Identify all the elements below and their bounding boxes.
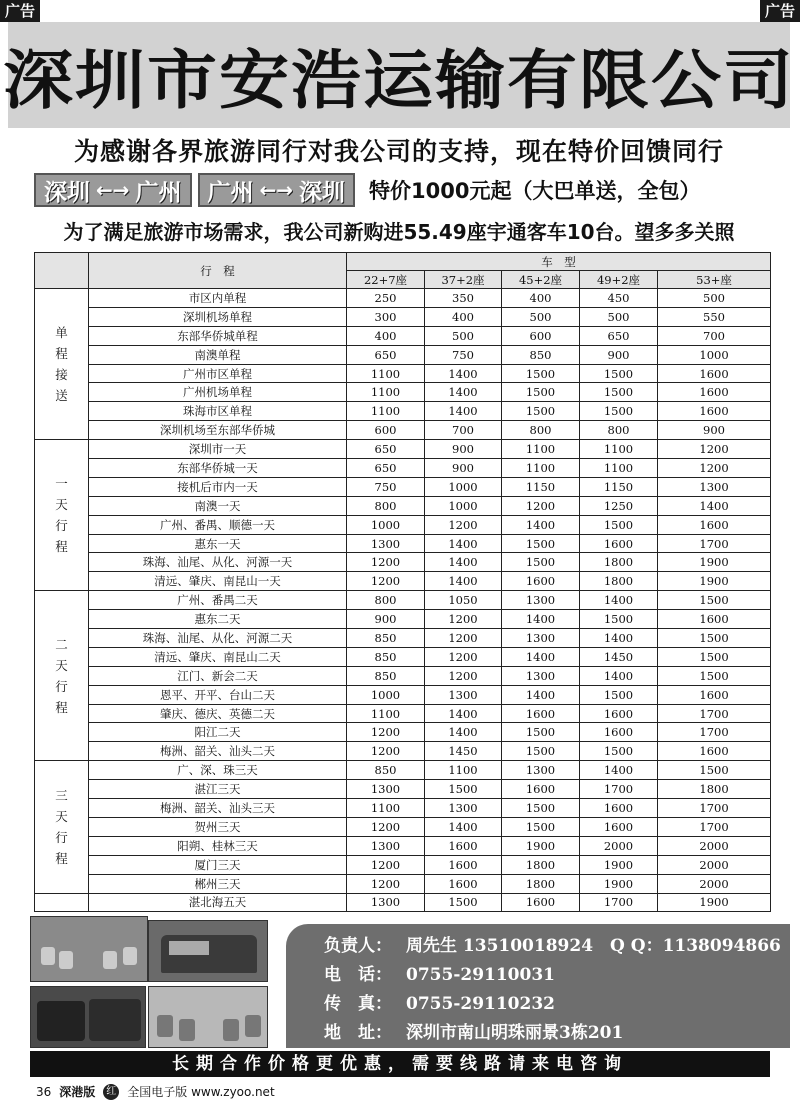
site-link[interactable]: 全国电子版 www.zyoo.net xyxy=(127,1085,275,1099)
price-cell: 1200 xyxy=(425,515,502,534)
vehicle-type-0: 22+7座 xyxy=(347,271,425,289)
contact-phone-line xyxy=(324,961,790,990)
route-cell: 惠东一天 xyxy=(89,534,347,553)
price-cell: 1400 xyxy=(425,817,502,836)
price-cell: 1100 xyxy=(502,459,580,478)
route-cell: 阳江二天 xyxy=(89,723,347,742)
bus-fleet-photo xyxy=(30,986,146,1048)
route-cell: 郴州三天 xyxy=(89,874,347,893)
price-cell: 350 xyxy=(425,289,502,308)
table-row xyxy=(35,534,771,553)
price-cell: 1600 xyxy=(658,383,771,402)
price-table-body xyxy=(35,289,771,912)
person-value: 周先生 13510018924 Q Q：1138094866 xyxy=(406,936,781,956)
route1-to: 广州 xyxy=(135,179,182,206)
price-table xyxy=(34,252,771,912)
bus-photos xyxy=(30,916,268,1048)
price-cell: 1400 xyxy=(580,591,658,610)
price-cell: 1500 xyxy=(658,591,771,610)
price-cell: 1200 xyxy=(347,553,425,572)
price-cell: 1050 xyxy=(425,591,502,610)
price-cell: 1000 xyxy=(425,496,502,515)
price-cell: 1500 xyxy=(580,515,658,534)
price-cell: 1400 xyxy=(580,629,658,648)
ad-tag-left: 广告 xyxy=(0,0,40,22)
price-cell: 1150 xyxy=(580,477,658,496)
route-cell: 广州、番禺、顺德一天 xyxy=(89,515,347,534)
price-cell: 1600 xyxy=(502,780,580,799)
price-cell: 1500 xyxy=(580,383,658,402)
price-cell: 1400 xyxy=(502,647,580,666)
route-cell: 深圳机场至东部华侨城 xyxy=(89,421,347,440)
price-cell: 750 xyxy=(347,477,425,496)
table-row xyxy=(35,704,771,723)
price-cell: 550 xyxy=(658,307,771,326)
price-cell: 2000 xyxy=(658,874,771,893)
bus-seats-photo xyxy=(148,986,268,1048)
price-cell: 1500 xyxy=(658,666,771,685)
table-row xyxy=(35,591,771,610)
price-cell: 1400 xyxy=(425,572,502,591)
price-cell: 2000 xyxy=(658,836,771,855)
route-cell: 清远、肇庆、南昆山一天 xyxy=(89,572,347,591)
price-cell: 650 xyxy=(347,345,425,364)
price-cell: 1300 xyxy=(347,836,425,855)
price-cell: 1400 xyxy=(580,761,658,780)
price-cell: 1600 xyxy=(580,723,658,742)
price-cell: 1500 xyxy=(502,402,580,421)
price-cell: 1600 xyxy=(580,799,658,818)
price-cell: 850 xyxy=(347,666,425,685)
price-cell: 1700 xyxy=(658,534,771,553)
table-row xyxy=(35,817,771,836)
price-cell: 1100 xyxy=(502,440,580,459)
price-cell: 1800 xyxy=(580,572,658,591)
price-cell: 1200 xyxy=(347,742,425,761)
price-cell: 1200 xyxy=(347,817,425,836)
price-cell: 1200 xyxy=(425,629,502,648)
group-label: 二 天 行 程 xyxy=(35,591,89,761)
fax-value: 0755-29110232 xyxy=(406,994,555,1014)
price-cell: 1900 xyxy=(658,893,771,912)
price-cell: 1200 xyxy=(425,647,502,666)
route2-to: 深圳 xyxy=(299,179,346,206)
price-cell: 1200 xyxy=(658,440,771,459)
route-cell: 深圳市一天 xyxy=(89,440,347,459)
price-cell: 1600 xyxy=(580,817,658,836)
table-row xyxy=(35,307,771,326)
price-cell: 1500 xyxy=(502,799,580,818)
price-cell: 800 xyxy=(347,496,425,515)
price-cell: 1500 xyxy=(502,534,580,553)
price-cell: 1500 xyxy=(425,780,502,799)
slogan-bar: 长期合作价格更优惠，需要线路请来电咨询 xyxy=(30,1051,770,1077)
price-cell: 250 xyxy=(347,289,425,308)
price-cell: 1500 xyxy=(502,723,580,742)
table-row xyxy=(35,477,771,496)
price-cell: 1600 xyxy=(658,610,771,629)
header-band xyxy=(3,22,795,128)
price-cell: 850 xyxy=(347,761,425,780)
price-cell: 1600 xyxy=(658,364,771,383)
corner-cell xyxy=(35,253,89,289)
route-cell: 湛江三天 xyxy=(89,780,347,799)
price-cell: 1800 xyxy=(502,874,580,893)
price-cell: 1300 xyxy=(658,477,771,496)
route-cell: 东部华侨城一天 xyxy=(89,459,347,478)
table-row xyxy=(35,289,771,308)
price-cell: 850 xyxy=(502,345,580,364)
price-cell: 1450 xyxy=(425,742,502,761)
price-cell: 1250 xyxy=(580,496,658,515)
price-cell: 1400 xyxy=(425,402,502,421)
table-row xyxy=(35,515,771,534)
route-cell: 广州机场单程 xyxy=(89,383,347,402)
company-name: 深圳市安浩运输有限公司 xyxy=(3,42,795,118)
table-row xyxy=(35,799,771,818)
table-row xyxy=(35,496,771,515)
route-cell: 接机后市内一天 xyxy=(89,477,347,496)
price-cell: 1500 xyxy=(580,364,658,383)
price-cell: 1400 xyxy=(658,496,771,515)
contact-fax-line xyxy=(324,990,790,1019)
price-cell: 800 xyxy=(580,421,658,440)
table-row xyxy=(35,610,771,629)
route-cell: 阳朔、桂林三天 xyxy=(89,836,347,855)
double-arrow-icon: ←→ xyxy=(259,178,294,202)
price-cell: 1500 xyxy=(502,553,580,572)
route-cell: 东部华侨城单程 xyxy=(89,326,347,345)
price-cell: 1400 xyxy=(502,610,580,629)
price-cell: 650 xyxy=(347,459,425,478)
price-cell: 1600 xyxy=(580,534,658,553)
double-arrow-icon: ←→ xyxy=(96,178,130,202)
price-cell: 1600 xyxy=(658,685,771,704)
price-cell: 1100 xyxy=(347,383,425,402)
price-cell: 1600 xyxy=(658,515,771,534)
routes-row xyxy=(34,172,700,208)
price-cell: 1700 xyxy=(658,799,771,818)
price-cell: 1500 xyxy=(502,742,580,761)
price-cell: 1700 xyxy=(580,893,658,912)
table-row xyxy=(35,666,771,685)
bus-interior-photo xyxy=(30,916,148,982)
price-cell: 900 xyxy=(425,459,502,478)
price-cell: 1300 xyxy=(502,761,580,780)
price-cell: 650 xyxy=(580,326,658,345)
price-cell: 1600 xyxy=(658,402,771,421)
table-row xyxy=(35,761,771,780)
route1-from: 深圳 xyxy=(44,179,90,206)
price-cell: 1100 xyxy=(425,761,502,780)
price-cell: 1450 xyxy=(580,647,658,666)
group-label xyxy=(35,893,89,912)
vehicle-header: 车 型 xyxy=(347,253,771,271)
route-cell: 梅洲、韶关、汕头三天 xyxy=(89,799,347,818)
page-footer xyxy=(36,1083,275,1100)
price-cell: 1500 xyxy=(580,742,658,761)
price-cell: 1500 xyxy=(502,364,580,383)
route-cell: 市区内单程 xyxy=(89,289,347,308)
route-cell: 珠海、汕尾、从化、河源一天 xyxy=(89,553,347,572)
price-cell: 700 xyxy=(658,326,771,345)
price-cell: 1500 xyxy=(580,685,658,704)
route-cell: 惠东二天 xyxy=(89,610,347,629)
price-cell: 1100 xyxy=(580,440,658,459)
price-cell: 1000 xyxy=(347,515,425,534)
price-cell: 1600 xyxy=(580,704,658,723)
price-cell: 1800 xyxy=(658,780,771,799)
price-cell: 1500 xyxy=(658,761,771,780)
price-cell: 1400 xyxy=(502,515,580,534)
price-cell: 800 xyxy=(502,421,580,440)
price-cell: 1400 xyxy=(425,723,502,742)
price-cell: 1200 xyxy=(347,723,425,742)
price-cell: 1000 xyxy=(425,477,502,496)
table-row xyxy=(35,553,771,572)
route-cell: 深圳机场单程 xyxy=(89,307,347,326)
thanks-line: 为感谢各界旅游同行对我公司的支持，现在特价回馈同行 xyxy=(73,137,724,166)
contact-panel xyxy=(286,924,790,1048)
table-row xyxy=(35,572,771,591)
price-cell: 1600 xyxy=(658,742,771,761)
route-cell: 贺州三天 xyxy=(89,817,347,836)
route-cell: 广州市区单程 xyxy=(89,364,347,383)
price-cell: 1800 xyxy=(580,553,658,572)
price-cell: 500 xyxy=(580,307,658,326)
route-cell: 湛北海五天 xyxy=(89,893,347,912)
phone-value: 0755-29110031 xyxy=(406,965,555,985)
route-cell: 江门、新会二天 xyxy=(89,666,347,685)
price-cell: 1400 xyxy=(425,383,502,402)
price-cell: 1300 xyxy=(347,780,425,799)
vehicle-type-2: 45+2座 xyxy=(502,271,580,289)
price-cell: 300 xyxy=(347,307,425,326)
price-cell: 1200 xyxy=(425,666,502,685)
price-cell: 1100 xyxy=(347,364,425,383)
price-cell: 850 xyxy=(347,629,425,648)
phone-label: 电 话： xyxy=(324,965,392,985)
price-cell: 900 xyxy=(658,421,771,440)
price-cell: 1200 xyxy=(347,572,425,591)
route2-from: 广州 xyxy=(207,179,254,206)
price-cell: 800 xyxy=(347,591,425,610)
price-cell: 500 xyxy=(502,307,580,326)
table-row xyxy=(35,780,771,799)
price-cell: 1900 xyxy=(658,572,771,591)
group-label: 一 天 行 程 xyxy=(35,440,89,591)
table-row xyxy=(35,723,771,742)
price-cell: 1300 xyxy=(347,534,425,553)
price-cell: 600 xyxy=(502,326,580,345)
price-cell: 1000 xyxy=(347,685,425,704)
price-cell: 1100 xyxy=(580,459,658,478)
price-cell: 850 xyxy=(347,647,425,666)
price-cell: 1400 xyxy=(502,685,580,704)
table-row xyxy=(35,440,771,459)
price-cell: 1100 xyxy=(347,704,425,723)
price-cell: 1500 xyxy=(580,610,658,629)
price-cell: 650 xyxy=(347,440,425,459)
price-cell: 2000 xyxy=(658,855,771,874)
price-cell: 1600 xyxy=(502,704,580,723)
badge-icon: 红 xyxy=(103,1084,119,1100)
table-row xyxy=(35,742,771,761)
vehicle-type-1: 37+2座 xyxy=(425,271,502,289)
price-cell: 1400 xyxy=(425,704,502,723)
price-cell: 750 xyxy=(425,345,502,364)
price-cell: 1300 xyxy=(502,629,580,648)
price-cell: 1500 xyxy=(425,893,502,912)
contact-person-line xyxy=(324,932,790,961)
price-cell: 1700 xyxy=(580,780,658,799)
route-cell: 广、深、珠三天 xyxy=(89,761,347,780)
route-header: 行 程 xyxy=(89,253,347,289)
address-label: 地 址： xyxy=(324,1023,392,1043)
price-cell: 1600 xyxy=(502,893,580,912)
price-cell: 900 xyxy=(425,440,502,459)
ad-tag-right: 广告 xyxy=(760,0,800,22)
table-row xyxy=(35,685,771,704)
table-row xyxy=(35,459,771,478)
route-shenzhen-guangzhou xyxy=(34,173,192,207)
group-label: 单 程 接 送 xyxy=(35,289,89,440)
price-cell: 1300 xyxy=(502,666,580,685)
price-cell: 1300 xyxy=(425,799,502,818)
price-cell: 1400 xyxy=(425,534,502,553)
route-cell: 珠海、汕尾、从化、河源二天 xyxy=(89,629,347,648)
price-cell: 1600 xyxy=(425,836,502,855)
route-cell: 广州、番禺二天 xyxy=(89,591,347,610)
price-cell: 1300 xyxy=(502,591,580,610)
price-cell: 1500 xyxy=(580,402,658,421)
price-cell: 400 xyxy=(502,289,580,308)
price-cell: 1600 xyxy=(425,855,502,874)
price-cell: 1500 xyxy=(502,817,580,836)
price-cell: 1700 xyxy=(658,704,771,723)
price-cell: 1200 xyxy=(502,496,580,515)
price-cell: 1600 xyxy=(425,874,502,893)
price-cell: 450 xyxy=(580,289,658,308)
price-cell: 1300 xyxy=(425,685,502,704)
group-label: 三 天 行 程 xyxy=(35,761,89,893)
price-cell: 1900 xyxy=(580,874,658,893)
price-cell: 700 xyxy=(425,421,502,440)
price-cell: 1400 xyxy=(580,666,658,685)
bus-exterior-photo xyxy=(148,920,268,982)
price-cell: 1300 xyxy=(347,893,425,912)
table-row xyxy=(35,647,771,666)
table-row xyxy=(35,421,771,440)
page-number: 36 xyxy=(36,1084,52,1099)
price-cell: 900 xyxy=(347,610,425,629)
price-cell: 600 xyxy=(347,421,425,440)
address-value: 深圳市南山明珠丽景3栋201 xyxy=(406,1023,624,1043)
table-row xyxy=(35,629,771,648)
route-cell: 南澳一天 xyxy=(89,496,347,515)
price-cell: 1400 xyxy=(425,553,502,572)
price-cell: 500 xyxy=(425,326,502,345)
price-cell: 1900 xyxy=(658,553,771,572)
fax-label: 传 真： xyxy=(324,994,392,1014)
price-cell: 1100 xyxy=(347,799,425,818)
vehicle-type-3: 49+2座 xyxy=(580,271,658,289)
price-cell: 1400 xyxy=(425,364,502,383)
table-row xyxy=(35,836,771,855)
price-cell: 1150 xyxy=(502,477,580,496)
price-cell: 1500 xyxy=(658,629,771,648)
notice-line: 为了满足旅游市场需求，我公司新购进55.49座宇通客车10台。望多多关照 xyxy=(63,220,735,244)
route-guangzhou-shenzhen xyxy=(198,173,356,207)
price-cell: 1700 xyxy=(658,817,771,836)
table-row xyxy=(35,402,771,421)
table-row xyxy=(35,874,771,893)
price-cell: 1700 xyxy=(658,723,771,742)
price-cell: 1900 xyxy=(580,855,658,874)
price-cell: 1200 xyxy=(347,855,425,874)
price-cell: 400 xyxy=(425,307,502,326)
price-cell: 1900 xyxy=(502,836,580,855)
edition-label: 深港版 xyxy=(59,1085,96,1099)
table-row xyxy=(35,326,771,345)
route-cell: 南澳单程 xyxy=(89,345,347,364)
special-offer: 特价1000元起（大巴单送，全包） xyxy=(369,179,701,203)
price-cell: 1000 xyxy=(658,345,771,364)
price-cell: 500 xyxy=(658,289,771,308)
price-cell: 400 xyxy=(347,326,425,345)
price-cell: 1200 xyxy=(347,874,425,893)
price-cell: 1100 xyxy=(347,402,425,421)
price-cell: 1200 xyxy=(425,610,502,629)
table-row xyxy=(35,345,771,364)
price-cell: 900 xyxy=(580,345,658,364)
vehicle-type-4: 53+座 xyxy=(658,271,771,289)
person-label: 负责人： xyxy=(324,936,392,956)
table-row xyxy=(35,893,771,912)
price-cell: 1500 xyxy=(658,647,771,666)
route-cell: 厦门三天 xyxy=(89,855,347,874)
price-cell: 2000 xyxy=(580,836,658,855)
price-cell: 1600 xyxy=(502,572,580,591)
price-cell: 1500 xyxy=(502,383,580,402)
route-cell: 清远、肇庆、南昆山二天 xyxy=(89,647,347,666)
table-row xyxy=(35,383,771,402)
contact-address-line xyxy=(324,1019,790,1048)
table-row xyxy=(35,364,771,383)
price-cell: 1200 xyxy=(658,459,771,478)
route-cell: 珠海市区单程 xyxy=(89,402,347,421)
route-cell: 肇庆、德庆、英德二天 xyxy=(89,704,347,723)
price-cell: 1800 xyxy=(502,855,580,874)
table-row xyxy=(35,855,771,874)
route-cell: 恩平、开平、台山二天 xyxy=(89,685,347,704)
route-cell: 梅洲、韶关、汕头二天 xyxy=(89,742,347,761)
